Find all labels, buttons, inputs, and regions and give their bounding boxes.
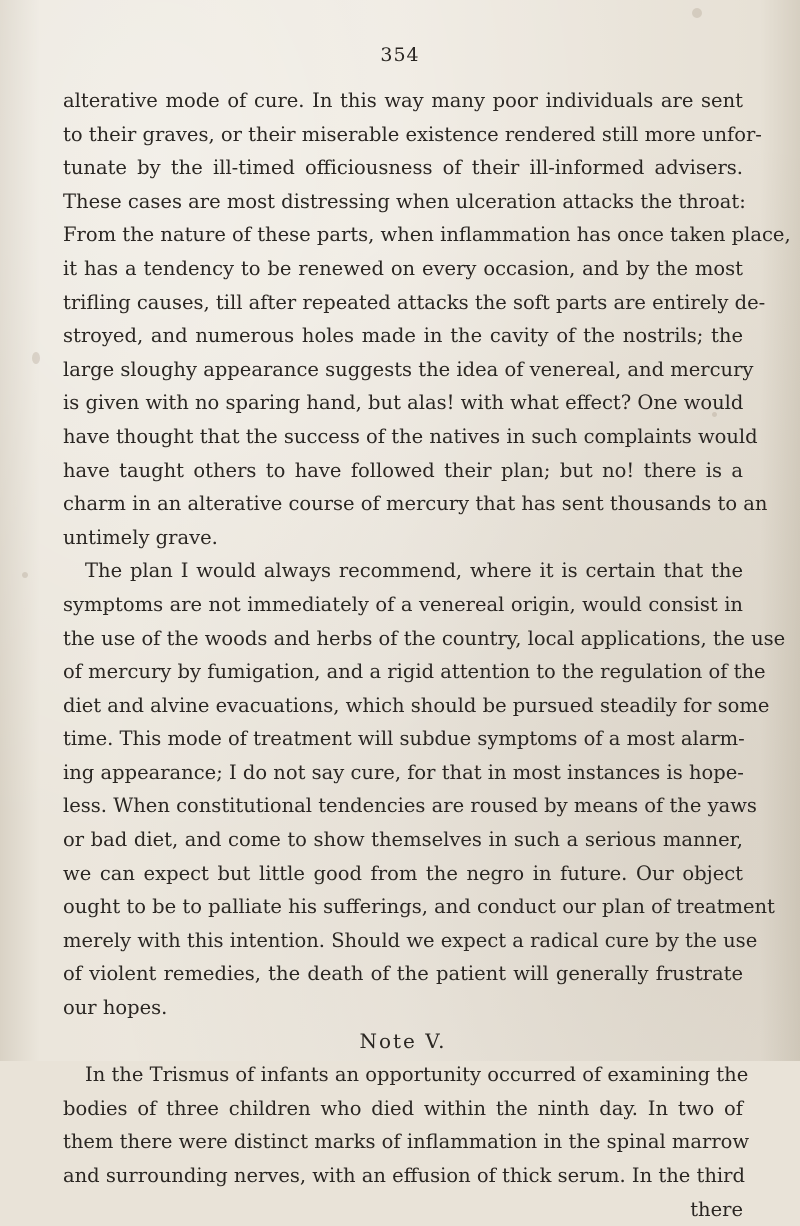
text-line: our hopes.	[63, 996, 168, 1020]
text-line: of mercury by fumigation, and a rigid attention to the regulation of the	[63, 660, 766, 684]
page-number: 354	[380, 44, 420, 66]
text-line: is given with no sparing hand, but alas! with what effect? One would	[63, 391, 744, 415]
text-line: it has a tendency to be renewed on every occasion, and by the most	[63, 256, 743, 280]
text-line: charm in an alterative course of mercury that has sent thousands to an	[63, 492, 768, 516]
text-line: time. This mode of treatment will subdue symptoms of a most alarm-	[63, 727, 745, 751]
text-line: of violent remedies, the death of the patient will generally frustrate	[63, 962, 743, 986]
text-line: them there were distinct marks of inflammation in the spinal marrow	[63, 1130, 750, 1154]
text-line: to their graves, or their miserable existence rendered still more unfor-	[63, 122, 762, 146]
text-line: merely with this intention. Should we expect a radical cure by the use	[63, 928, 758, 952]
text-line: alterative mode of cure. In this way many poor individuals are sent	[63, 89, 743, 112]
text-line: stroyed, and numerous holes made in the cavity of the nostrils; the	[63, 324, 743, 348]
text-line: less. When constitutional tendencies are roused by means of the yaws	[63, 794, 757, 818]
text-line: ing appearance; I do not say cure, for that in most instances is hope-	[63, 760, 744, 784]
text-line: large sloughy appearance suggests the idea of venereal, and mercury	[63, 357, 754, 381]
text-line: bodies of three children who died within the ninth day. In two of	[63, 1096, 743, 1120]
catchword: there	[690, 1197, 743, 1221]
text-line: symptoms are not immediately of a venereal origin, would consist in	[63, 592, 743, 616]
foxing-spot	[22, 572, 28, 578]
text-line: In the Trismus of infants an opportunity occurred of examining the	[85, 1063, 749, 1087]
text-line: have taught others to have followed their plan; but no! there is a	[63, 458, 743, 482]
text-line: These cases are most distressing when ulceration attacks the throat:	[63, 189, 746, 213]
text-line: the use of the woods and herbs of the country, local applications, the use	[63, 626, 786, 650]
text-line: From the nature of these parts, when inflammation has once taken place,	[63, 223, 791, 247]
text-line: tunate by the ill-timed officiousness of their ill-informed advisers.	[63, 156, 743, 180]
text-line: we can expect but little good from the negro in future. Our object	[63, 861, 743, 885]
body-text	[63, 84, 791, 1226]
text-line: have thought that the success of the natives in such complaints would	[63, 424, 758, 448]
text-line: trifling causes, till after repeated attacks the soft parts are entirely de-	[63, 290, 766, 314]
text-line: and surrounding nerves, with an effusion of thick serum. In the third	[63, 1164, 745, 1187]
text-line: diet and alvine evacuations, which should be pursued steadily for some	[63, 693, 770, 717]
foxing-spot	[32, 352, 40, 364]
note-heading: Note V.	[359, 1028, 447, 1053]
text-line: or bad diet, and come to show themselves in such a serious manner,	[63, 828, 743, 852]
text-line: ought to be to palliate his sufferings, and conduct our plan of treatment	[63, 895, 775, 919]
foxing-spot	[692, 8, 702, 18]
text-line: The plan I would always recommend, where it is certain that the	[85, 559, 743, 583]
text-line: untimely grave.	[63, 525, 218, 549]
